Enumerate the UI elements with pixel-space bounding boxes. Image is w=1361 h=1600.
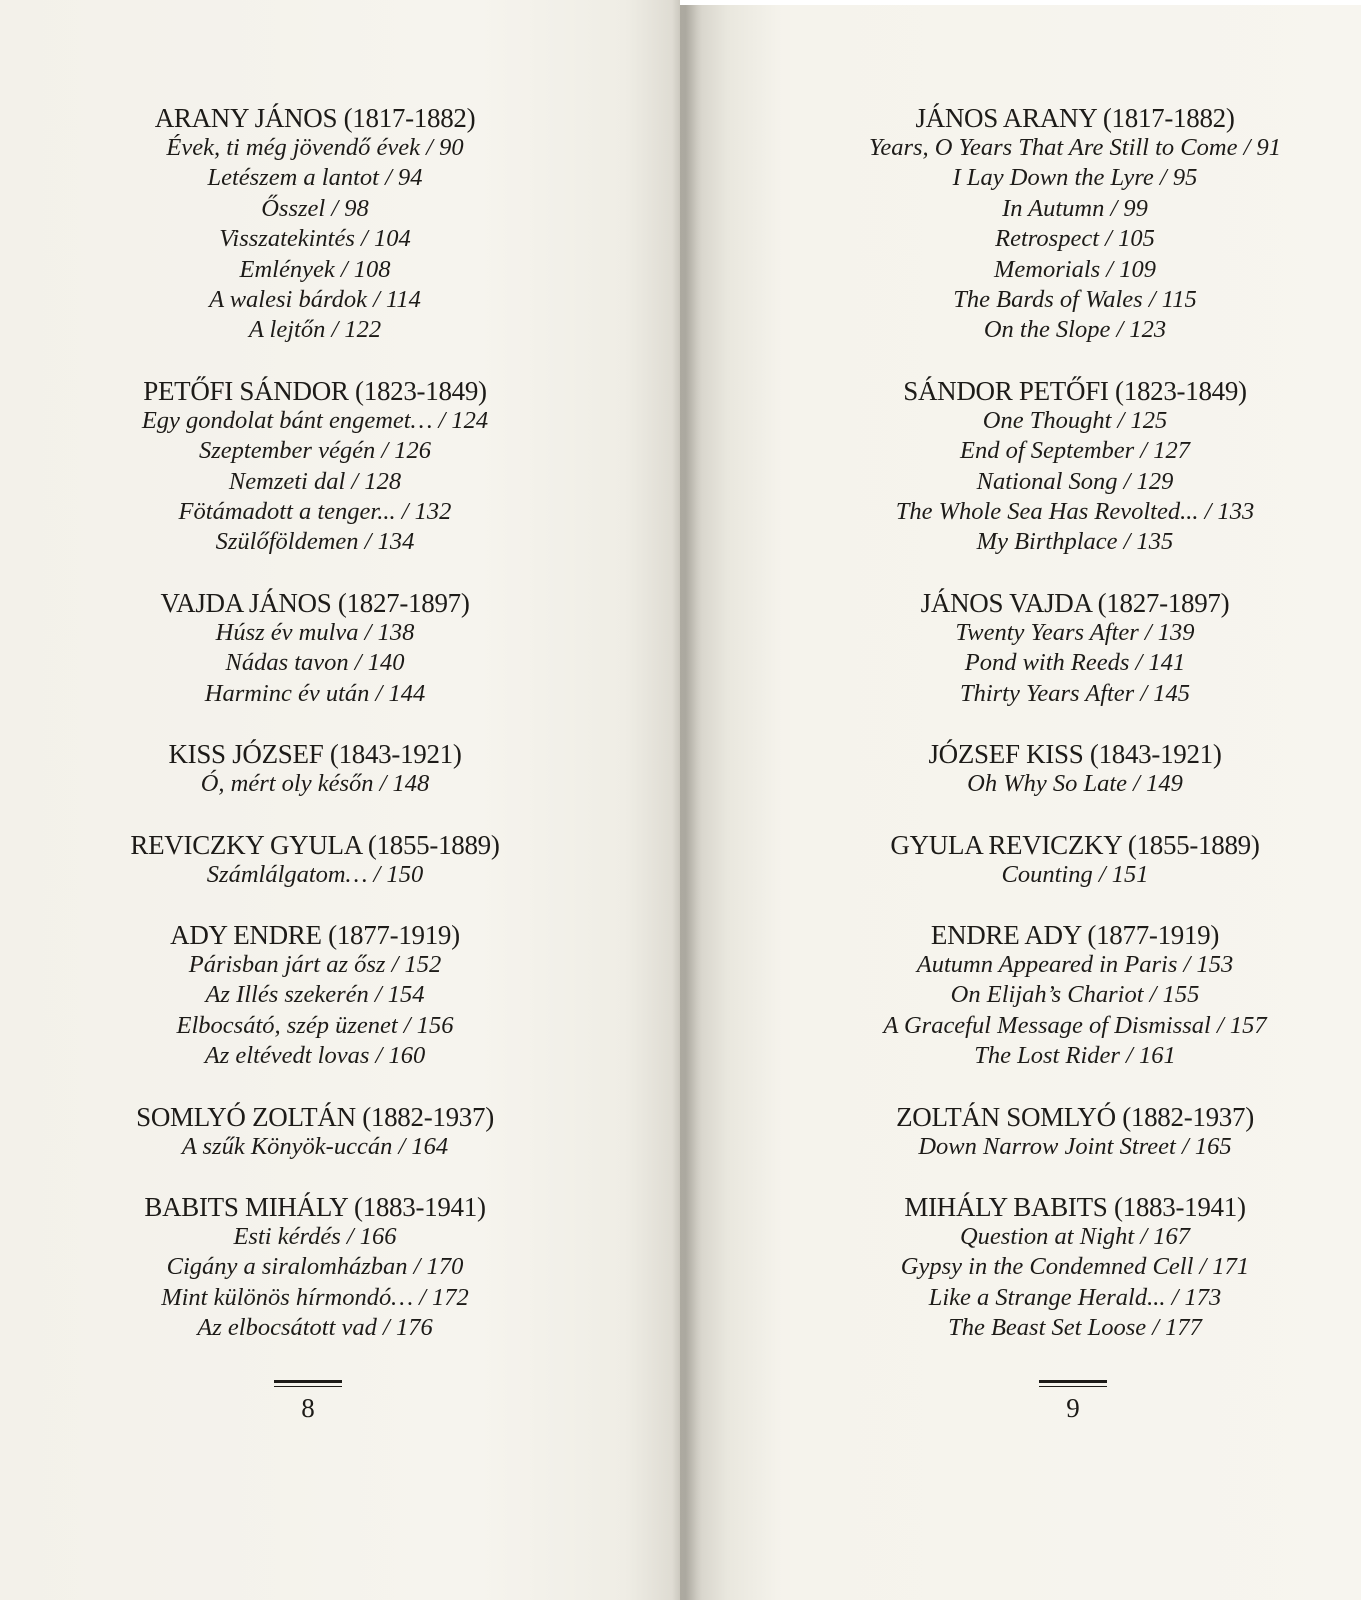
footer-double-rule: [1039, 1380, 1107, 1387]
poem-entry: Az eltévedt lovas / 160: [204, 1042, 426, 1070]
toc-section: [855, 739, 1295, 799]
poem-entry: End of September / 127: [960, 437, 1190, 465]
page-footer: [1038, 1380, 1108, 1423]
poem-entry: Question at Night / 167: [959, 1222, 1191, 1250]
poem-entry: Harminc év után / 144: [204, 679, 426, 707]
author-heading: ARANY JÁNOS (1817-1882): [154, 103, 476, 133]
poem-entry: Like a Strange Herald... / 173: [928, 1283, 1222, 1311]
book-gutter-shadow: [672, 0, 702, 1600]
poem-entry: Gypsy in the Condemned Cell / 171: [900, 1253, 1250, 1281]
poem-entry: Retrospect / 105: [995, 225, 1155, 253]
page-number: 9: [1066, 1393, 1080, 1423]
author-heading: JÁNOS VAJDA (1827-1897): [920, 587, 1230, 618]
table-of-contents-hungarian: [115, 103, 515, 1374]
poem-entry: Elbocsátó, szép üzenet / 156: [176, 1011, 454, 1039]
poem-entry: The Beast Set Loose / 177: [948, 1314, 1202, 1342]
author-heading: JÓZSEF KISS (1843-1921): [928, 739, 1222, 770]
poem-entry: Counting / 151: [1001, 860, 1149, 888]
author-heading: VAJDA JÁNOS (1827-1897): [160, 587, 470, 618]
author-heading: ZOLTÁN SOMLYÓ (1882-1937): [896, 1101, 1254, 1132]
toc-section: [855, 1102, 1295, 1162]
poem-entry: A lejtőn / 122: [248, 316, 382, 344]
poem-entry: Ősszel / 98: [261, 194, 369, 222]
poem-entry: Fötámadott a tenger... / 132: [178, 498, 452, 526]
poem-entry: Párisban járt az ősz / 152: [188, 950, 442, 978]
poem-entry: Emlények / 108: [239, 255, 391, 283]
poem-entry: The Whole Sea Has Revolted... / 133: [895, 498, 1255, 526]
poem-entry: Cigány a siralomházban / 170: [166, 1253, 464, 1281]
poem-entry: Szeptember végén / 126: [199, 437, 431, 465]
poem-entry: Egy gondolat bánt engemet… / 124: [141, 406, 489, 434]
page-footer: [273, 1380, 343, 1423]
author-heading: SÁNDOR PETŐFI (1823-1849): [903, 375, 1247, 406]
toc-section: [855, 376, 1295, 558]
page-top-edge: [680, 0, 1361, 5]
toc-section: [115, 376, 515, 558]
toc-section: [855, 588, 1295, 709]
author-heading: JÁNOS ARANY (1817-1882): [915, 103, 1235, 133]
poem-entry: Letészem a lantot / 94: [207, 164, 423, 192]
poem-entry: Mint különös hírmondó… / 172: [161, 1283, 469, 1311]
author-heading: REVICZKY GYULA (1855-1889): [130, 829, 500, 860]
poem-entry: Nemzeti dal / 128: [228, 467, 402, 495]
poem-entry: Oh Why So Late / 149: [967, 770, 1183, 798]
table-of-contents-english: [855, 103, 1295, 1374]
author-heading: PETŐFI SÁNDOR (1823-1849): [143, 375, 487, 406]
author-heading: ADY ENDRE (1877-1919): [170, 919, 460, 950]
author-heading: KISS JÓZSEF (1843-1921): [168, 739, 462, 770]
left-page: [0, 0, 680, 1600]
toc-section: [855, 920, 1295, 1072]
toc-section: [115, 1192, 515, 1344]
poem-entry: Számlálgatom… / 150: [206, 860, 424, 888]
poem-entry: Nádas tavon / 140: [225, 649, 405, 677]
author-heading: MIHÁLY BABITS (1883-1941): [904, 1191, 1246, 1222]
poem-entry: Pond with Reeds / 141: [964, 649, 1186, 677]
toc-section: [855, 830, 1295, 890]
toc-section: [115, 920, 515, 1072]
author-heading: GYULA REVICZKY (1855-1889): [890, 829, 1260, 860]
poem-entry: Évek, ti még jövendő évek / 90: [166, 134, 464, 161]
poem-entry: My Birthplace / 135: [976, 528, 1174, 556]
poem-entry: Szülőföldemen / 134: [215, 528, 415, 556]
footer-double-rule: [274, 1380, 342, 1387]
toc-section: [115, 1102, 515, 1162]
toc-section: [115, 739, 515, 799]
poem-entry: The Bards of Wales / 115: [953, 286, 1197, 314]
poem-entry: I Lay Down the Lyre / 95: [952, 164, 1198, 192]
toc-section: [115, 830, 515, 890]
poem-entry: Húsz év mulva / 138: [215, 618, 415, 646]
poem-entry: A Graceful Message of Dismissal / 157: [883, 1011, 1267, 1039]
poem-entry: The Lost Rider / 161: [974, 1042, 1176, 1070]
toc-section: [115, 588, 515, 709]
toc-section: [855, 1192, 1295, 1344]
author-heading: BABITS MIHÁLY (1883-1941): [144, 1191, 486, 1222]
right-page: [680, 0, 1361, 1600]
poem-entry: On Elijah’s Chariot / 155: [950, 981, 1200, 1009]
toc-section: [855, 103, 1295, 346]
poem-entry: National Song / 129: [976, 467, 1174, 495]
poem-entry: Twenty Years After / 139: [955, 618, 1195, 646]
poem-entry: In Autumn / 99: [1002, 194, 1148, 222]
poem-entry: Thirty Years After / 145: [959, 679, 1191, 707]
author-heading: ENDRE ADY (1877-1919): [930, 919, 1220, 950]
poem-entry: One Thought / 125: [982, 406, 1168, 434]
toc-section: [115, 103, 515, 346]
poem-entry: Az Illés szekerén / 154: [205, 981, 425, 1009]
poem-entry: Esti kérdés / 166: [233, 1222, 397, 1250]
poem-entry: A walesi bárdok / 114: [209, 286, 421, 314]
poem-entry: Visszatekintés / 104: [219, 225, 411, 253]
author-heading: SOMLYÓ ZOLTÁN (1882-1937): [136, 1101, 494, 1132]
poem-entry: Memorials / 109: [994, 255, 1156, 283]
poem-entry: Autumn Appeared in Paris / 153: [916, 950, 1234, 978]
page-number: 8: [301, 1393, 315, 1423]
poem-entry: Down Narrow Joint Street / 165: [918, 1132, 1232, 1160]
poem-entry: On the Slope / 123: [983, 316, 1167, 344]
poem-entry: Years, O Years That Are Still to Come / 91: [868, 134, 1282, 161]
poem-entry: A szűk Könyök-uccán / 164: [181, 1132, 449, 1160]
poem-entry: Ó, mért oly későn / 148: [200, 770, 430, 798]
poem-entry: Az elbocsátott vad / 176: [197, 1314, 433, 1342]
